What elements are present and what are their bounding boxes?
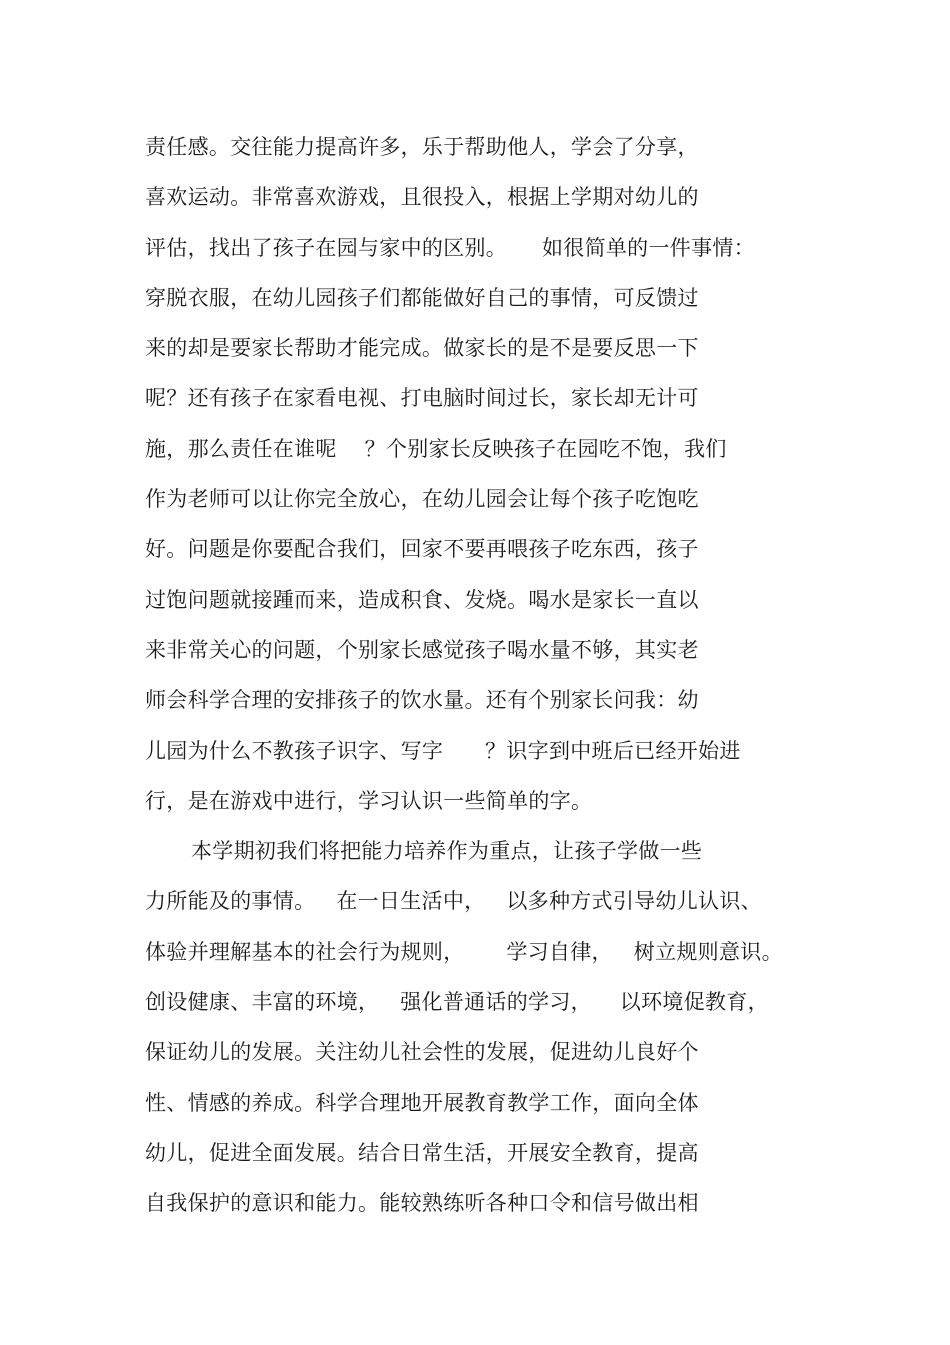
text-line: 评估，找出了孩子在园与家中的区别。 如很简单的一件事情： xyxy=(145,235,755,260)
text-line: 呢？还有孩子在家看电视、打电脑时间过长，家长却无计可 xyxy=(145,386,699,411)
text-line: 喜欢运动。非常喜欢游戏，且很投入，根据上学期对幼儿的 xyxy=(145,185,699,210)
text-line: 作为老师可以让你完全放心，在幼儿园会让每个孩子吃饱吃 xyxy=(145,487,699,512)
text-line: 儿园为什么不教孩子识字、写字 ？识字到中班后已经开始进 xyxy=(145,738,741,763)
text-line: 体验并理解基本的社会行为规则， 学习自律， 树立规则意识。 xyxy=(145,939,783,964)
text-line: 创设健康、丰富的环境， 强化普通话的学习， 以环境促教育， xyxy=(145,990,769,1015)
text-line: 过饱问题就接踵而来，造成积食、发烧。喝水是家长一直以 xyxy=(145,587,699,612)
text-line: 力所能及的事情。 在一日生活中， 以多种方式引导幼儿认识、 xyxy=(145,889,762,914)
text-line: 性、情感的养成。科学合理地开展教育教学工作，面向全体 xyxy=(145,1090,699,1115)
text-line: 来的却是要家长帮助才能完成。做家长的是不是要反思一下 xyxy=(145,336,699,361)
text-line: 幼儿，促进全面发展。结合日常生活，开展安全教育，提高 xyxy=(145,1140,699,1165)
text-line: 来非常关心的问题，个别家长感觉孩子喝水量不够，其实老 xyxy=(145,637,699,662)
body-text xyxy=(145,122,795,1229)
text-line: 保证幼儿的发展。关注幼儿社会性的发展，促进幼儿良好个 xyxy=(145,1040,699,1065)
text-line: 穿脱衣服，在幼儿园孩子们都能做好自己的事情，可反馈过 xyxy=(145,285,699,310)
text-line: 行，是在游戏中进行，学习认识一些简单的字。 xyxy=(145,788,593,813)
text-line: 责任感。交往能力提高许多，乐于帮助他人，学会了分享， xyxy=(145,135,699,159)
paragraph-2 xyxy=(145,826,795,1228)
text-line: 施，那么责任在谁呢 ？个别家长反映孩子在园吃不饱，我们 xyxy=(145,436,727,461)
text-line: 师会科学合理的安排孩子的饮水量。还有个别家长问我：幼 xyxy=(145,688,699,713)
text-line-indented: 本学期初我们将把能力培养作为重点，让孩子学做一些 xyxy=(191,839,703,864)
paragraph-1 xyxy=(145,122,795,826)
text-line: 自我保护的意识和能力。能较熟练听各种口令和信号做出相 xyxy=(145,1191,699,1216)
text-line: 好。问题是你要配合我们，回家不要再喂孩子吃东西，孩子 xyxy=(145,537,699,562)
